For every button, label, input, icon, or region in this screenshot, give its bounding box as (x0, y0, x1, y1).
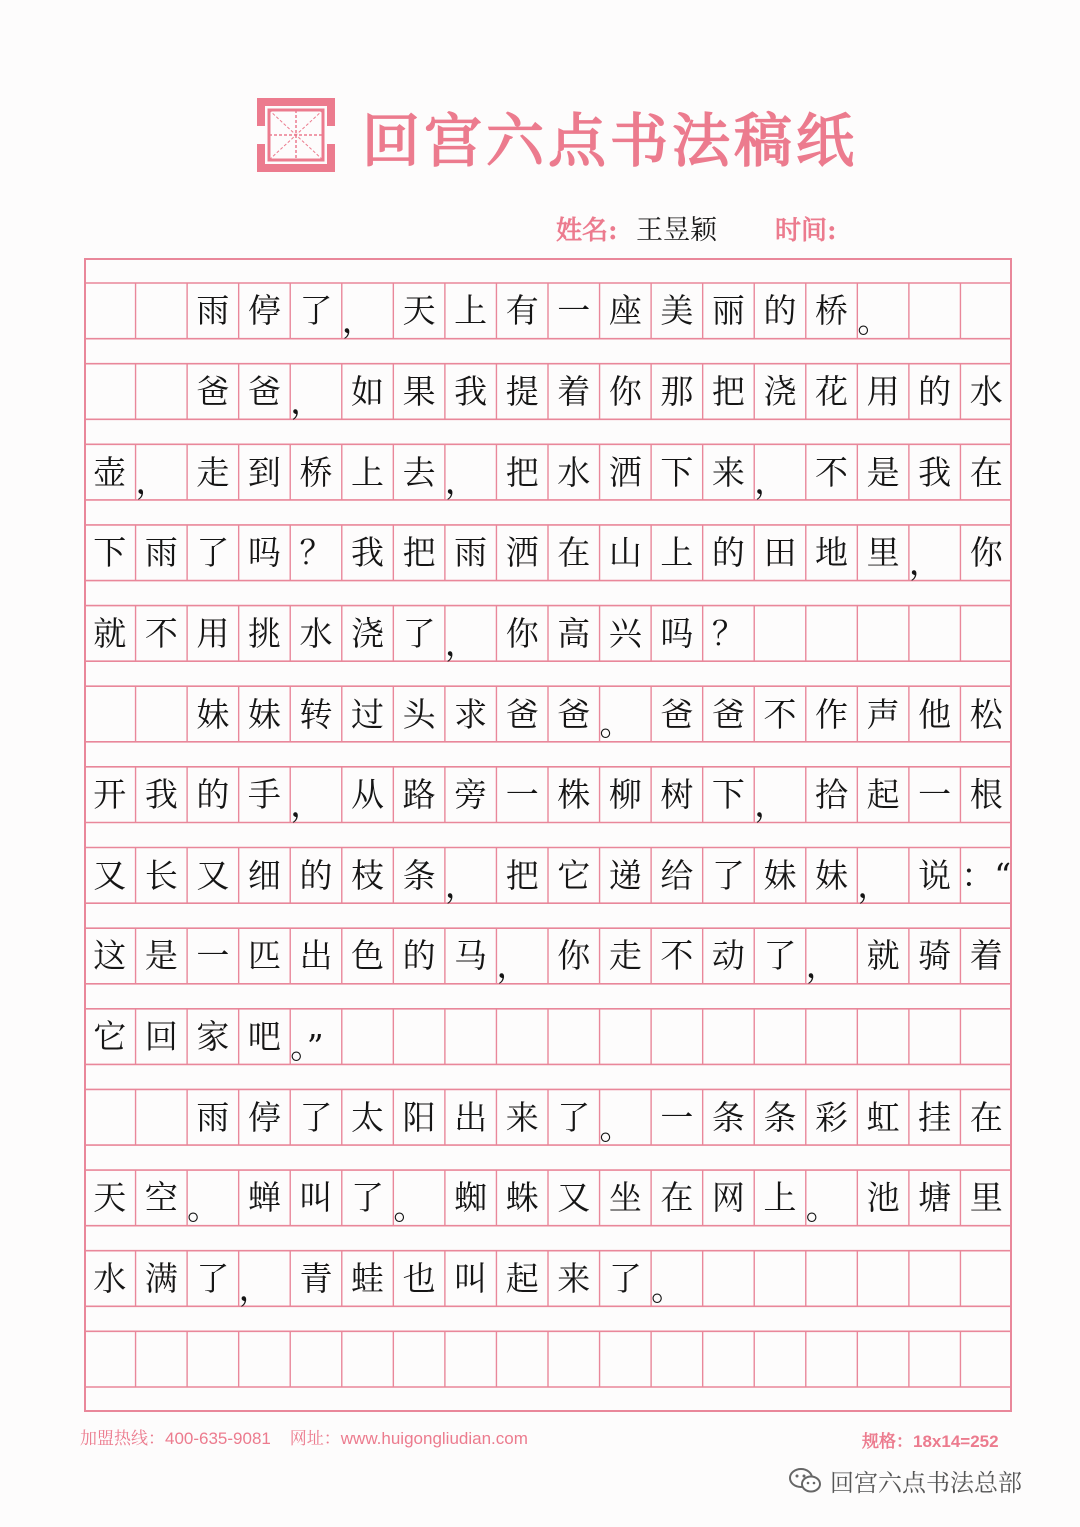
grid-character: 是 (866, 452, 900, 492)
grid-character: 旁 (454, 775, 488, 815)
grid-character: 你 (505, 613, 539, 653)
footer-contact (80, 1424, 528, 1449)
grid-character: ， (135, 462, 169, 502)
grid-character: 了 (763, 936, 797, 976)
grid-character: ：“ (961, 855, 1012, 895)
grid-character: ， (754, 462, 788, 502)
grid-character: 一 (505, 775, 539, 815)
grid-character: 桥 (299, 452, 333, 492)
watermark (788, 1463, 1022, 1498)
grid-character: 塘 (918, 1178, 952, 1218)
name-label: 姓名: (556, 216, 618, 246)
grid-character: 彩 (815, 1097, 849, 1137)
grid-character: 不 (815, 452, 849, 492)
grid-character: 走 (608, 936, 642, 976)
grid-character: 用 (196, 613, 230, 653)
grid-character: 动 (711, 936, 745, 976)
grid-character: 不 (660, 936, 694, 976)
grid-character: 骑 (918, 936, 952, 976)
grid-character: ， (908, 543, 942, 583)
grid-character: 条 (402, 855, 436, 895)
grid-character: ， (290, 381, 324, 421)
grid-character: 下 (660, 452, 694, 492)
grid-character: 花 (815, 371, 849, 411)
grid-character: 马 (454, 936, 488, 976)
grid-character: 条 (763, 1097, 797, 1137)
grid-character: 着 (969, 936, 1003, 976)
grid-character: 。 (805, 1188, 839, 1228)
grid-character: 雨 (454, 533, 488, 573)
grid-character: ， (238, 1268, 272, 1308)
grid-character: 就 (93, 613, 127, 653)
grid-character: 转 (299, 694, 333, 734)
wechat-icon (788, 1467, 822, 1495)
grid-character: 挑 (247, 613, 281, 653)
grid-character: ， (341, 301, 375, 341)
grid-character: 兴 (608, 613, 642, 653)
grid-character: 出 (299, 936, 333, 976)
grid-character: 有 (505, 291, 539, 331)
grid-character: 爸 (711, 694, 745, 734)
grid-character: 美 (660, 291, 694, 331)
grid-character: 停 (247, 1097, 281, 1137)
grid-character: 里 (866, 533, 900, 573)
grid-character: 了 (608, 1259, 642, 1299)
grid-character: 上 (454, 291, 488, 331)
grid-character: 座 (608, 291, 642, 331)
watermark-text: 回宫六点书法总部 (830, 1470, 1022, 1497)
grid-character: 来 (711, 452, 745, 492)
grid-character: 洒 (608, 452, 642, 492)
grid-character: ， (444, 623, 478, 663)
grid-character: 下 (711, 775, 745, 815)
grid-character: 网 (711, 1178, 745, 1218)
grid-character: 丽 (711, 291, 745, 331)
grid-character: 浇 (351, 613, 385, 653)
grid-character: 天 (402, 291, 436, 331)
grid-character: 了 (711, 855, 745, 895)
spec-text: 规格：18x14=252 (862, 1432, 999, 1451)
grid-character: 这 (93, 936, 127, 976)
grid-character: 妹 (247, 694, 281, 734)
website-text: 网址：www.huigongliudian.com (289, 1429, 528, 1448)
grid-character: 把 (711, 371, 745, 411)
grid-character: 下 (93, 533, 127, 573)
grid-character: 太 (351, 1097, 385, 1137)
grid-character: 用 (866, 371, 900, 411)
grid-character: 停 (247, 291, 281, 331)
grid-character: 根 (969, 775, 1003, 815)
grid-character: 细 (247, 855, 281, 895)
grid-character: ， (754, 785, 788, 824)
grid-character: 在 (660, 1178, 694, 1218)
grid-character: 着 (557, 371, 591, 411)
grid-character: 里 (969, 1178, 1003, 1218)
grid-character: 的 (711, 533, 745, 573)
grid-character: 手 (247, 775, 281, 815)
grid-character: ？ (711, 613, 745, 653)
grid-character: 上 (351, 452, 385, 492)
grid-character: 上 (763, 1178, 797, 1218)
grid-character: 提 (505, 371, 539, 411)
grid-character: 雨 (196, 291, 230, 331)
grid-character: 去 (402, 452, 436, 492)
grid-character: 给 (660, 855, 694, 895)
grid-character: 阳 (402, 1097, 436, 1137)
grid-character: 他 (918, 694, 952, 734)
grid-character: 如 (351, 371, 385, 411)
grid-character: 吗 (660, 613, 694, 653)
grid-character: 一 (918, 775, 952, 815)
name-value: 王昱颖 (636, 215, 717, 246)
grid-character: 了 (299, 291, 333, 331)
grid-character: 果 (402, 371, 436, 411)
grid-character: 我 (454, 371, 488, 411)
grid-character: 就 (866, 936, 900, 976)
grid-character: ？ (299, 533, 333, 573)
grid-character: ， (857, 865, 891, 905)
grid-character: 松 (969, 694, 1003, 734)
grid-character: 了 (351, 1178, 385, 1218)
grid-character: 水 (557, 452, 591, 492)
grid-character: 地 (815, 533, 849, 573)
grid-character: 过 (351, 694, 385, 734)
grid-character: 爸 (196, 371, 230, 411)
grid-character: 你 (608, 371, 642, 411)
grid-character: 你 (557, 936, 591, 976)
grid-character: 色 (351, 936, 385, 976)
grid-character: 一 (196, 936, 230, 976)
grid-character: 在 (969, 1097, 1003, 1137)
grid-character: 递 (608, 855, 642, 895)
grid-character: 不 (763, 694, 797, 734)
grid-character: 青 (299, 1259, 333, 1299)
grid-character: 水 (93, 1259, 127, 1299)
grid-character: 。 (187, 1188, 221, 1228)
grid-character: 一 (660, 1097, 694, 1137)
grid-character: 到 (247, 452, 281, 492)
grid-character: 条 (711, 1097, 745, 1137)
grid-character: 的 (402, 936, 436, 976)
grid-character: 的 (196, 775, 230, 815)
grid-character: 的 (763, 291, 797, 331)
grid-character: 株 (557, 775, 591, 815)
grid-character: 把 (402, 533, 436, 573)
grid-character: 妹 (196, 694, 230, 734)
grid-character: 挂 (918, 1097, 952, 1137)
grid-character: 走 (196, 452, 230, 492)
grid-character: 天 (93, 1178, 127, 1218)
grid-character: 爸 (660, 694, 694, 734)
grid-character: 了 (196, 1259, 230, 1299)
grid-character: 池 (866, 1178, 900, 1218)
grid-character: 一 (557, 291, 591, 331)
grid-character: 的 (918, 371, 952, 411)
grid-character: 雨 (144, 533, 178, 573)
grid-character: 虹 (866, 1097, 900, 1137)
grid-character: 来 (557, 1259, 591, 1299)
grid-character: 妹 (763, 855, 797, 895)
grid-character: 了 (402, 613, 436, 653)
grid-character: 蛛 (505, 1178, 539, 1218)
grid-character: 你 (969, 533, 1003, 573)
grid-character: 作 (815, 694, 849, 734)
grid-character: 把 (505, 855, 539, 895)
grid-character: 蝉 (247, 1178, 281, 1218)
grid-character: 它 (557, 855, 591, 895)
grid-character: 了 (196, 533, 230, 573)
grid-character: 我 (351, 533, 385, 573)
grid-character: 。” (290, 1026, 324, 1066)
grid-character: 洒 (505, 533, 539, 573)
grid-character: 把 (505, 452, 539, 492)
grid-character: 。 (651, 1268, 685, 1308)
grid-character: 路 (402, 775, 436, 815)
grid-character: 水 (969, 371, 1003, 411)
grid-character: 妹 (815, 855, 849, 895)
grid-character: 蜘 (454, 1178, 488, 1218)
grid-character: 是 (144, 936, 178, 976)
grid-character: 在 (557, 533, 591, 573)
grid-character: 拾 (815, 775, 849, 815)
time-label: 时间: (775, 216, 837, 246)
grid-character: 壶 (93, 452, 127, 492)
grid-character: 了 (299, 1097, 333, 1137)
grid-character: 头 (402, 694, 436, 734)
grid-character: 了 (557, 1097, 591, 1137)
grid-character: 求 (454, 694, 488, 734)
grid-character: ， (496, 946, 530, 986)
grid-character: 叫 (299, 1178, 333, 1218)
grid-character: 我 (918, 452, 952, 492)
grid-lines (84, 258, 1012, 1412)
grid-character: 高 (557, 613, 591, 653)
grid-character: 的 (299, 855, 333, 895)
grid-character: 又 (557, 1178, 591, 1218)
grid-character: 起 (866, 775, 900, 815)
grid-border (85, 259, 1011, 1411)
grid-character: 山 (608, 533, 642, 573)
grid-character: ， (290, 785, 324, 824)
grid-character: 。 (599, 704, 633, 744)
grid-character: ， (444, 865, 478, 905)
grid-character: 爸 (557, 694, 591, 734)
grid-character: 空 (144, 1178, 178, 1218)
grid-character: 枝 (351, 855, 385, 895)
grid-character: 吧 (247, 1017, 281, 1057)
grid-character: 上 (660, 533, 694, 573)
writing-grid (84, 258, 1012, 1412)
grid-character: 蛙 (351, 1259, 385, 1299)
grid-character: ， (805, 946, 839, 986)
page-title: 回宫六点书法稿纸 (362, 107, 859, 175)
grid-character: 桥 (815, 291, 849, 331)
grid-character: 长 (144, 855, 178, 895)
grid-character: 它 (93, 1017, 127, 1057)
grid-character: 不 (144, 613, 178, 653)
grid-character: 爸 (247, 371, 281, 411)
grid-character: 树 (660, 775, 694, 815)
grid-character: 。 (857, 301, 891, 341)
grid-character: 开 (93, 775, 127, 815)
grid-logo-icon (255, 96, 337, 174)
grid-character: 。 (599, 1107, 633, 1147)
grid-character: 那 (660, 371, 694, 411)
grid-character: 柳 (608, 775, 642, 815)
grid-character: 又 (196, 855, 230, 895)
grid-character: 回 (144, 1017, 178, 1057)
grid-character: ， (444, 462, 478, 502)
grid-character: 起 (505, 1259, 539, 1299)
grid-character: 爸 (505, 694, 539, 734)
grid-character: 匹 (247, 936, 281, 976)
grid-character: 我 (144, 775, 178, 815)
grid-character: 雨 (196, 1097, 230, 1137)
grid-character: 。 (393, 1188, 427, 1228)
grid-character: 说 (918, 855, 952, 895)
grid-character: 出 (454, 1097, 488, 1137)
grid-character: 家 (196, 1017, 230, 1057)
grid-character: 在 (969, 452, 1003, 492)
grid-character: 来 (505, 1097, 539, 1137)
grid-character: 坐 (608, 1178, 642, 1218)
grid-character: 田 (763, 533, 797, 573)
grid-character: 从 (351, 775, 385, 815)
grid-character: 叫 (454, 1259, 488, 1299)
grid-character: 浇 (763, 371, 797, 411)
grid-character: 吗 (247, 533, 281, 573)
hotline-text: 加盟热线：400-635-9081 (80, 1429, 271, 1448)
grid-character: 也 (402, 1259, 436, 1299)
grid-character: 水 (299, 613, 333, 653)
grid-character: 又 (93, 855, 127, 895)
grid-character: 声 (866, 694, 900, 734)
grid-character: 满 (144, 1259, 178, 1299)
